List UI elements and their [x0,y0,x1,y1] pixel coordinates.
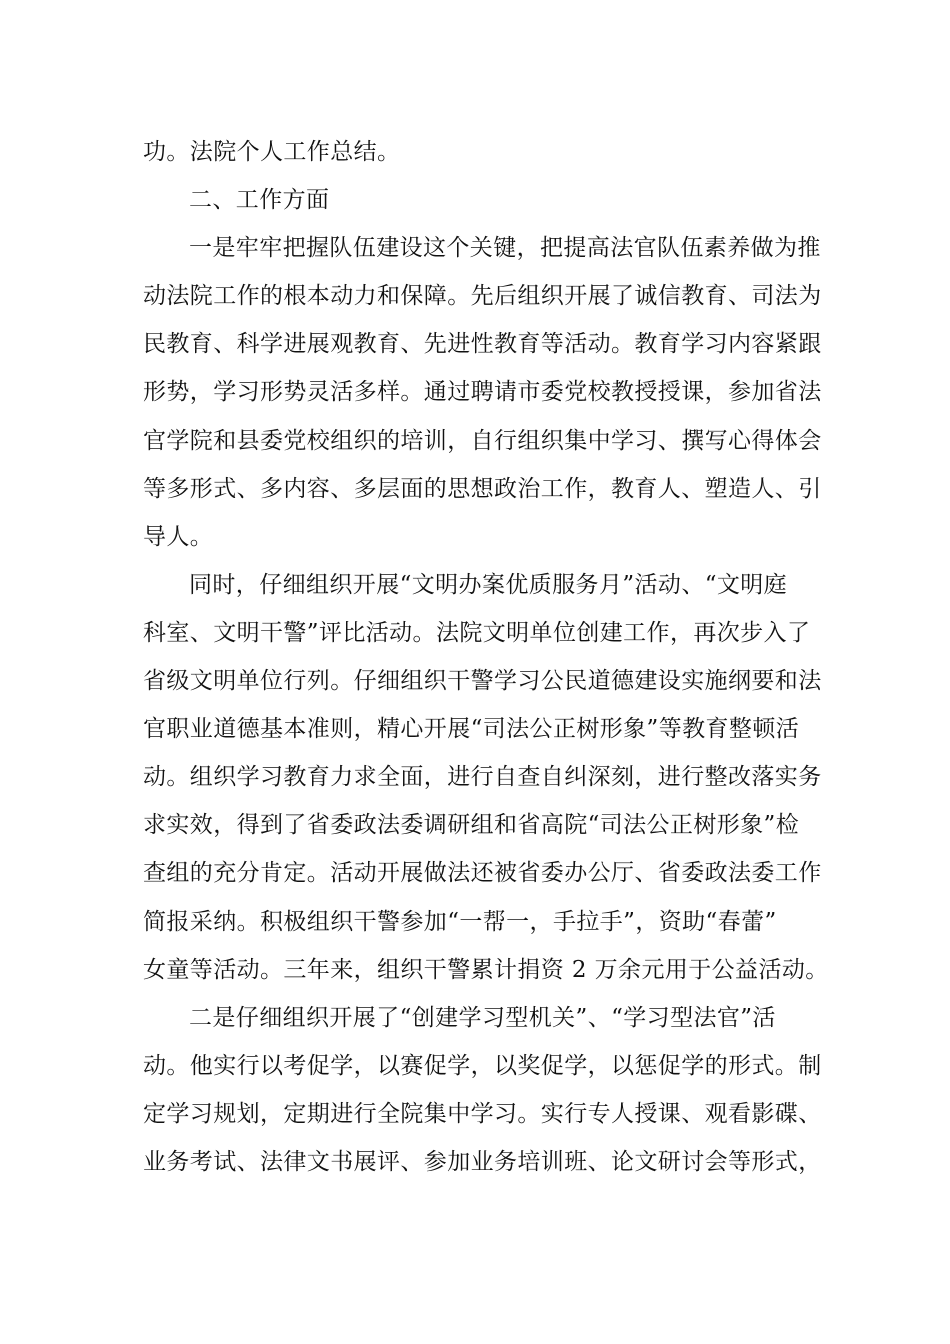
document-body [143,128,829,1186]
text-line: 动法院工作的根本动力和保障。先后组织开展了诚信教育、司法为 [143,283,822,310]
text-line: 导人。 [143,523,214,550]
text-line: 二是仔细组织开展了“创建学习型机关”、“学习型法官”活 [189,1004,776,1031]
text-line: 定学习规划，定期进行全院集中学习。实行专人授课、观看影碟、 [143,1100,822,1127]
text-line: 民教育、科学进展观教育、先进性教育等活动。教育学习内容紧跟 [143,331,822,358]
text-line: 省级文明单位行列。仔细组织干警学习公民道德建设实施纲要和法 [143,668,822,695]
text-line: 查组的充分肯定。活动开展做法还被省委办公厅、省委政法委工作 [143,860,822,887]
text-line: 同时，仔细组织开展“文明办案优质服务月”活动、“文明庭 [189,571,788,598]
text-line: 求实效，得到了省委政法委调研组和省高院“司法公正树形象”检 [143,812,800,839]
text-line: 科室、文明干警”评比活动。法院文明单位创建工作，再次步入了 [143,619,811,646]
text-line: 女童等活动。三年来，组织干警累计捐资 2 万余元用于公益活动。 [143,956,829,983]
text-line: 等多形式、多内容、多层面的思想政治工作，教育人、塑造人、引 [143,475,822,502]
text-line: 官职业道德基本准则，精心开展“司法公正树形象”等教育整顿活 [143,716,800,743]
text-line: 业务考试、法律文书展评、参加业务培训班、论文研讨会等形式， [143,1148,822,1175]
text-line: 动。他实行以考促学，以赛促学，以奖促学，以惩促学的形式。制 [143,1052,822,1079]
text-line: 简报采纳。积极组织干警参加“一帮一，手拉手”，资助“春蕾” [143,908,777,935]
text-line: 功。法院个人工作总结。 [143,139,401,165]
text-line: 动。组织学习教育力求全面，进行自查自纠深刻，进行整改落实务 [143,764,822,791]
text-line: 一是牢牢把握队伍建设这个关键，把提高法官队伍素养做为推 [189,235,821,262]
section-heading: 二、工作方面 [189,187,330,214]
text-line: 形势，学习形势灵活多样。通过聘请市委党校教授授课，参加省法 [143,379,822,406]
text-line: 官学院和县委党校组织的培训，自行组织集中学习、撰写心得体会 [143,427,822,454]
